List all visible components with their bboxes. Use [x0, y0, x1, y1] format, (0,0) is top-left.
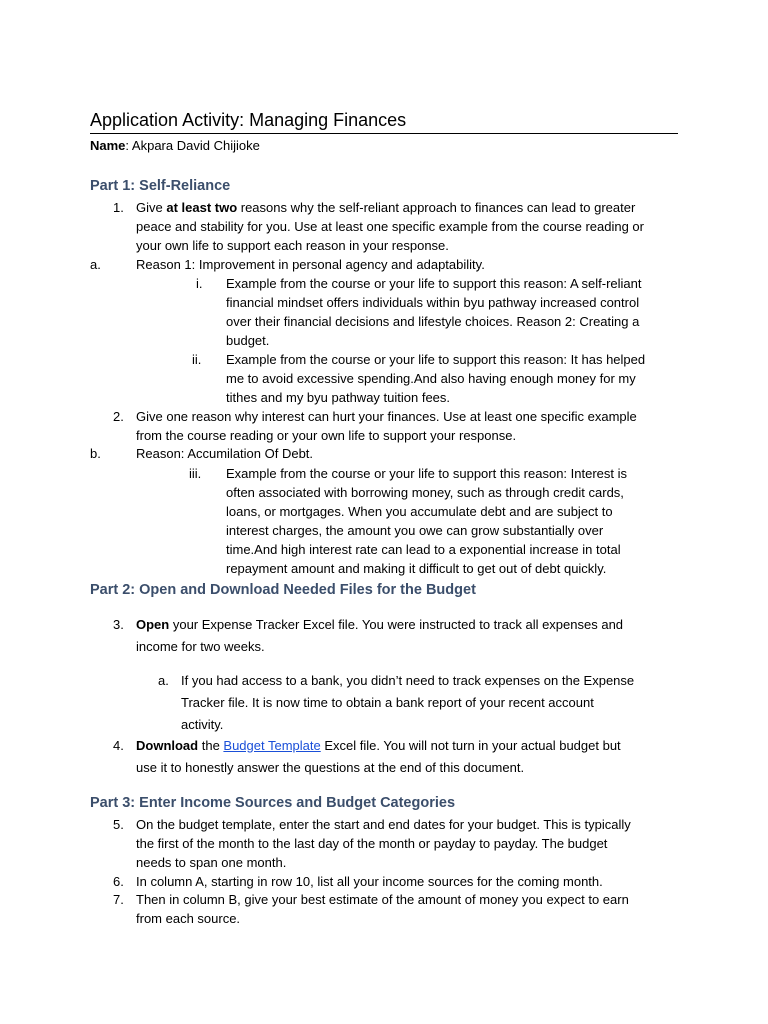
example-i-line-1: Example from the course or your life to support this reason: A self-reliant [226, 276, 642, 291]
q4-line-2: use it to honestly answer the questions at the end of this document. [136, 760, 525, 775]
page-title: Application Activity: Managing Finances [90, 110, 678, 134]
example-ii-marker: ii. [192, 352, 202, 367]
q7-line-2: from each source. [136, 911, 241, 926]
example-i-line-2: financial mindset offers individuals within byu pathway increased control [226, 295, 640, 310]
example-ii-line-3: tithes and my byu pathway tuition fees. [226, 390, 451, 405]
q2-line-2: from the course reading or your own life to support your response. [136, 428, 517, 443]
budget-template-link[interactable]: Budget Template [223, 738, 321, 753]
example-iii-line-1: Example from the course or your life to support this reason: Interest is [226, 466, 628, 481]
reason-1-text: Reason 1: Improvement in personal agency and adaptability. [136, 257, 485, 272]
example-iii-line-6: repayment amount and making it difficult to get out of debt quickly. [226, 561, 607, 576]
example-iii-marker: iii. [189, 466, 202, 481]
q1-line-3: your own life to support each reason in your response. [136, 238, 449, 253]
part1-heading: Part 1: Self-Reliance [90, 178, 231, 194]
q4-line-1: Download the Budget Template Excel file. You will not turn in your actual budget but [136, 738, 621, 753]
name-label: Name [90, 138, 126, 153]
student-name [90, 138, 260, 153]
example-ii-line-1: Example from the course or your life to support this reason: It has helped [226, 352, 646, 367]
example-iii-line-2: often associated with borrowing money, such as through credit cards, [226, 485, 624, 500]
q4-marker: 4. [113, 738, 124, 753]
q3a-line-2: Tracker file. It is now time to obtain a bank report of your recent account [181, 695, 594, 710]
name-value: : Akpara David Chijioke [125, 138, 260, 153]
q3a-marker: a. [158, 673, 169, 688]
q6-text: In column A, starting in row 10, list all your income sources for the coming month. [136, 874, 603, 889]
example-iii-line-3: loans, or mortgages. When you accumulate debt and are subject to [226, 504, 613, 519]
q1-marker: 1. [113, 200, 124, 215]
example-ii-line-2: me to avoid excessive spending.And also having enough money for my [226, 371, 636, 386]
part2-heading: Part 2: Open and Download Needed Files for the Budget [90, 582, 476, 598]
q6-marker: 6. [113, 874, 124, 889]
q3-line-2: income for two weeks. [136, 639, 265, 654]
reason-b-text: Reason: Accumilation Of Debt. [136, 446, 314, 461]
q7-line-1: Then in column B, give your best estimate of the amount of money you expect to earn [136, 892, 629, 907]
q5-line-3: needs to span one month. [136, 855, 287, 870]
example-i-marker: i. [196, 276, 203, 291]
example-iii-line-5: time.And high interest rate can lead to a exponential increase in total [226, 542, 621, 557]
q2-marker: 2. [113, 409, 124, 424]
q5-line-1: On the budget template, enter the start and end dates for your budget. This is typically [136, 817, 631, 832]
q3-marker: 3. [113, 617, 124, 632]
q1-line-1: Give at least two reasons why the self-reliant approach to finances can lead to greater [136, 200, 636, 215]
q5-line-2: the first of the month to the last day of the month or payday to payday. The budget [136, 836, 608, 851]
part3-heading: Part 3: Enter Income Sources and Budget Categories [90, 795, 456, 811]
reason-b-marker: b. [90, 446, 101, 461]
example-i-line-4: budget. [226, 333, 270, 348]
example-i-line-3: over their financial decisions and lifestyle choices. Reason 2: Creating a [226, 314, 640, 329]
q3-line-1: Open your Expense Tracker Excel file. You were instructed to track all expenses and [136, 617, 624, 632]
reason-a-marker: a. [90, 257, 101, 272]
q1-line-2: peace and stability for you. Use at least one specific example from the course reading or [136, 219, 644, 234]
q5-marker: 5. [113, 817, 124, 832]
example-iii-line-4: interest charges, the amount you owe can grow substantially over [226, 523, 604, 538]
q7-marker: 7. [113, 892, 124, 907]
q3a-line-1: If you had access to a bank, you didn’t need to track expenses on the Expense [181, 673, 635, 688]
q2-line-1: Give one reason why interest can hurt your finances. Use at least one specific example [136, 409, 637, 424]
q3a-line-3: activity. [181, 717, 224, 732]
